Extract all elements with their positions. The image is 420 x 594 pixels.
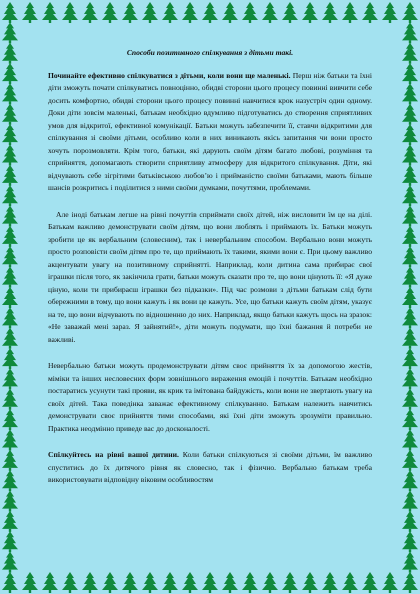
fir-tree-icon [362, 2, 378, 23]
fir-tree-icon [402, 491, 418, 512]
fir-tree-icon [122, 2, 138, 23]
fir-tree-icon [402, 104, 418, 125]
fir-tree-icon [302, 572, 318, 593]
paragraph-4 [48, 449, 372, 487]
fir-tree-icon [402, 83, 418, 104]
fir-tree-icon [222, 572, 238, 593]
fir-tree-icon [142, 572, 158, 593]
fir-tree-icon [282, 572, 298, 593]
fir-tree-icon [402, 63, 418, 84]
fir-tree-icon [2, 368, 18, 389]
fir-tree-icon [402, 226, 418, 247]
fir-tree-icon [22, 2, 38, 23]
fir-tree-icon [402, 2, 418, 23]
fir-tree-icon [282, 2, 298, 23]
fir-tree-icon [62, 572, 78, 593]
fir-tree-icon [182, 572, 198, 593]
fir-tree-icon [382, 572, 398, 593]
paragraph-4-lead: Спілкуйтесь на рівні вашої дитини. [48, 450, 179, 460]
fir-tree-icon [2, 104, 18, 125]
fir-tree-icon [342, 572, 358, 593]
fir-tree-icon [302, 2, 318, 23]
fir-tree-icon [402, 185, 418, 206]
paragraph-3-text: Невербально батьки можуть продемонструвати дітям своє прийняття їх за допомогою жестів, міміки та інших несловесних форм зовнішнього вираження емоцій і почуттів. Батькам необхідно постаратись усунути такі прояви, як крик та імітована байдужість, коли вони не звертають увагу на своїх дітей. Така поведінка заважає ефективному спілкуванню. Батькам належить навчитись демонструвати своє прийняття тими способами, які їхні діти зможуть зрозуміти правильно. Практика неодмінно приведе вас до досконалості. [48, 361, 372, 433]
fir-tree-icon [202, 572, 218, 593]
fir-tree-icon [2, 287, 18, 308]
fir-tree-icon [322, 572, 338, 593]
page-title: Способи позитивного спілкування з дітьми такі. [126, 48, 294, 57]
fir-tree-icon [202, 2, 218, 23]
fir-tree-icon [2, 145, 18, 166]
fir-tree-icon [162, 572, 178, 593]
fir-tree-icon [402, 511, 418, 532]
fir-tree-icon [402, 43, 418, 64]
fir-tree-icon [82, 572, 98, 593]
fir-tree-icon [2, 531, 18, 552]
fir-tree-icon [242, 2, 258, 23]
fir-tree-icon [2, 124, 18, 145]
fir-tree-icon [402, 22, 418, 43]
fir-tree-icon [402, 572, 418, 593]
fir-tree-icon [402, 389, 418, 410]
paragraph-1-text: Перш ніж батьки та їхні діти зможуть почати спілкуватись повноцінно, обидві сторони цього процесу повинні вивчити себе досить комфортно, обидві сторони цього процесу повинні навчитися крок назустріч один одному. Доки діти зовсім маленькі, батькам необхідно вдумливо підготуватись до створення сприятливих умов для відкритої, ефективної комунікації. Батьки можуть забезпечити її, ставчи відкритими для спілкування зі своїми дітьми, особливо коли в них виникають якісь запитання чи вони просто хочуть порозмовляти. Крім того, батьки, які дарують своїм дітям багато любові, розуміння та сприйняття, допомагають створити сприятливу атмосферу для відкритого спілкування. Діти, які відчувають себе зігрітими батьківською любов’ю і прийманістю своїми батьками, мають більше шансів розкритись і поділитися з ними своїми думками, почуттями, проблемами. [48, 70, 372, 193]
fir-tree-icon [42, 2, 58, 23]
fir-tree-icon [2, 328, 18, 349]
fir-tree-icon [402, 470, 418, 491]
paragraph-2 [48, 209, 372, 347]
paragraph-1 [48, 70, 372, 195]
fir-tree-icon [402, 307, 418, 328]
fir-tree-icon [402, 430, 418, 451]
fir-tree-icon [2, 389, 18, 410]
fir-tree-icon [2, 267, 18, 288]
fir-tree-icon [2, 511, 18, 532]
fir-tree-icon [22, 572, 38, 593]
fir-tree-icon [402, 348, 418, 369]
document-page [48, 48, 372, 568]
fir-tree-icon [402, 368, 418, 389]
fir-tree-icon [402, 552, 418, 573]
fir-tree-icon [2, 572, 18, 593]
paragraph-4-text: Коли батьки спілкуються зі своїми дітьми, їм важливо спуститись до їх дитячого рівня як словесно, так і фізично. Вербально батькам треба використовувати відповідну віковим особливостям [48, 450, 372, 485]
fir-tree-icon [262, 2, 278, 23]
fir-tree-icon [402, 206, 418, 227]
fir-tree-icon [222, 2, 238, 23]
fir-tree-icon [402, 124, 418, 145]
fir-tree-icon [2, 307, 18, 328]
fir-tree-icon [2, 409, 18, 430]
fir-tree-icon [2, 165, 18, 186]
fir-tree-icon [402, 287, 418, 308]
fir-tree-icon [182, 2, 198, 23]
paragraph-1-lead: Починайте ефективно спілкуватися з дітьми, коли вони ще маленькі. [48, 70, 291, 80]
fir-tree-icon [162, 2, 178, 23]
fir-tree-icon [122, 572, 138, 593]
fir-tree-icon [2, 22, 18, 43]
fir-tree-icon [402, 246, 418, 267]
fir-tree-icon [342, 2, 358, 23]
fir-tree-icon [2, 246, 18, 267]
fir-tree-icon [2, 348, 18, 369]
fir-tree-icon [262, 572, 278, 593]
fir-tree-icon [2, 491, 18, 512]
fir-tree-icon [402, 267, 418, 288]
fir-tree-icon [2, 552, 18, 573]
fir-tree-icon [362, 572, 378, 593]
fir-tree-icon [62, 2, 78, 23]
fir-tree-icon [402, 409, 418, 430]
fir-tree-icon [2, 83, 18, 104]
fir-tree-icon [2, 43, 18, 64]
fir-tree-icon [242, 572, 258, 593]
fir-tree-icon [2, 450, 18, 471]
paragraph-3 [48, 360, 372, 435]
fir-tree-icon [142, 2, 158, 23]
fir-tree-icon [402, 328, 418, 349]
fir-tree-icon [402, 531, 418, 552]
fir-tree-icon [42, 572, 58, 593]
fir-tree-icon [2, 2, 18, 23]
fir-tree-icon [382, 2, 398, 23]
fir-tree-icon [402, 165, 418, 186]
fir-tree-icon [82, 2, 98, 23]
fir-tree-icon [322, 2, 338, 23]
fir-tree-icon [2, 206, 18, 227]
fir-tree-icon [2, 226, 18, 247]
fir-tree-icon [2, 63, 18, 84]
fir-tree-icon [102, 2, 118, 23]
fir-tree-icon [2, 185, 18, 206]
fir-tree-icon [402, 450, 418, 471]
paragraph-2-text: Але іноді батькам легше на рівні почуттів сприймати своїх дітей, ніж висловити їм це на ділі. Батькам важливо демонструвати своїм дітям, що вони люблять і приймають їх. Батьки можуть зробити це як вербальним (словесним), так і невербальним способом. Вербально вони можуть просто розповісти своїм дітям про те, що приймають їх такими, якими вони є. При цьому важливо акцентувати увагу на позитивному сприйнятті. Наприклад, коли дитина сама прибирає свої іграшки після того, як закінчила грати, батьки можуть сказати про те, що вони цінують її: «Я дуже ціную, коли ти прибираєш іграшки без підказки». Під час розмови з дітьми батькам слід бути обережними в тому, що вони кажуть і як вони це кажуть. Усе, що батьки кажуть своїм дітям, указує на те, що вони відчувають по відношенню до них. Наприклад, якщо батьки кажуть щось на зразок: «Не заважай мені зараз. Я зайнятий!», діти можуть подумати, що їхні бажання й потреби не важливі. [48, 209, 372, 344]
fir-tree-icon [102, 572, 118, 593]
fir-tree-icon [2, 470, 18, 491]
fir-tree-icon [2, 430, 18, 451]
fir-tree-icon [402, 145, 418, 166]
